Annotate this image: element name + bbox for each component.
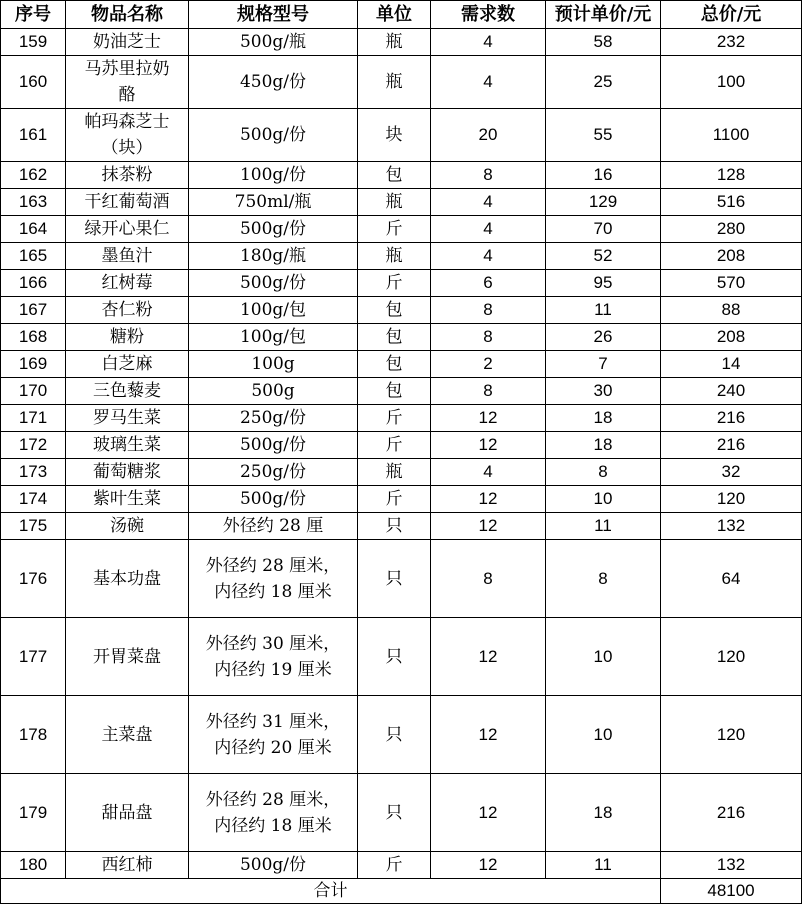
row-seq: 177 [1,618,66,696]
header-row [1,1,802,29]
header-spec: 规格型号 [189,1,358,29]
row-qty: 8 [431,540,546,618]
row-total: 120 [661,696,802,774]
row-unit-price: 7 [546,351,661,378]
row-name: 马苏里拉奶酪 [66,56,189,109]
row-total: 132 [661,513,802,540]
row-qty: 12 [431,405,546,432]
row-unit-price: 18 [546,405,661,432]
row-seq: 159 [1,29,66,56]
total-label: 合计 [1,879,661,904]
header-seq: 序号 [1,1,66,29]
row-qty: 20 [431,109,546,162]
row-unit-price: 10 [546,618,661,696]
row-unit-price: 8 [546,459,661,486]
row-name: 玻璃生菜 [66,432,189,459]
row-qty: 12 [431,774,546,852]
table-row [1,189,802,216]
row-unit-price: 58 [546,29,661,56]
row-seq: 175 [1,513,66,540]
row-name: 杏仁粉 [66,297,189,324]
row-total: 232 [661,29,802,56]
row-qty: 8 [431,324,546,351]
row-total: 280 [661,216,802,243]
row-unit-price: 18 [546,774,661,852]
table-row [1,297,802,324]
row-unit-price: 26 [546,324,661,351]
row-name: 葡萄糖浆 [66,459,189,486]
row-unit-price: 11 [546,513,661,540]
row-unit-price: 55 [546,109,661,162]
row-total: 100 [661,56,802,109]
row-qty: 4 [431,56,546,109]
row-unit: 瓶 [358,243,431,270]
row-unit-price: 10 [546,486,661,513]
row-unit: 瓶 [358,29,431,56]
row-unit-price: 11 [546,297,661,324]
row-spec: 500g/份 [189,216,358,243]
row-unit: 瓶 [358,459,431,486]
row-name: 帕玛森芝士（块） [66,109,189,162]
row-total: 216 [661,432,802,459]
row-unit-price: 129 [546,189,661,216]
row-unit-price: 11 [546,852,661,879]
row-unit: 斤 [358,432,431,459]
header-total: 总价/元 [661,1,802,29]
row-seq: 168 [1,324,66,351]
row-unit: 包 [358,351,431,378]
header-unit-price: 预计单价/元 [546,1,661,29]
table-row [1,459,802,486]
row-seq: 173 [1,459,66,486]
row-total: 32 [661,459,802,486]
row-qty: 4 [431,29,546,56]
row-spec: 100g/包 [189,297,358,324]
table-row [1,696,802,774]
row-spec: 500g/份 [189,486,358,513]
row-qty: 6 [431,270,546,297]
row-name: 开胃菜盘 [66,618,189,696]
header-qty: 需求数 [431,1,546,29]
table-row [1,243,802,270]
row-name: 绿开心果仁 [66,216,189,243]
row-name: 汤碗 [66,513,189,540]
row-total: 64 [661,540,802,618]
row-total: 216 [661,774,802,852]
row-total: 570 [661,270,802,297]
row-name: 糖粉 [66,324,189,351]
row-total: 516 [661,189,802,216]
row-spec: 180g/瓶 [189,243,358,270]
row-total: 132 [661,852,802,879]
row-qty: 12 [431,696,546,774]
row-total: 128 [661,162,802,189]
row-seq: 169 [1,351,66,378]
row-unit-price: 95 [546,270,661,297]
row-unit: 块 [358,109,431,162]
row-unit: 瓶 [358,189,431,216]
row-total: 216 [661,405,802,432]
header-unit: 单位 [358,1,431,29]
row-qty: 4 [431,189,546,216]
row-total: 14 [661,351,802,378]
row-unit: 斤 [358,852,431,879]
row-spec: 500g/份 [189,109,358,162]
row-spec: 500g/份 [189,270,358,297]
row-seq: 161 [1,109,66,162]
row-unit: 只 [358,513,431,540]
row-spec: 250g/份 [189,459,358,486]
row-unit: 只 [358,540,431,618]
row-unit-price: 18 [546,432,661,459]
row-seq: 171 [1,405,66,432]
row-unit-price: 30 [546,378,661,405]
row-unit-price: 52 [546,243,661,270]
row-seq: 176 [1,540,66,618]
row-seq: 162 [1,162,66,189]
total-row [1,879,802,904]
row-spec: 500g [189,378,358,405]
row-qty: 2 [431,351,546,378]
row-qty: 8 [431,297,546,324]
row-qty: 12 [431,432,546,459]
row-seq: 164 [1,216,66,243]
row-unit-price: 70 [546,216,661,243]
row-unit: 只 [358,696,431,774]
row-unit: 只 [358,618,431,696]
row-seq: 179 [1,774,66,852]
row-qty: 8 [431,378,546,405]
row-seq: 178 [1,696,66,774]
row-spec: 500g/份 [189,432,358,459]
row-qty: 12 [431,513,546,540]
row-name: 基本功盘 [66,540,189,618]
row-spec: 外径约 28 厘米，内径约 18 厘米 [189,774,358,852]
table-row [1,432,802,459]
row-unit-price: 10 [546,696,661,774]
table-row [1,618,802,696]
table-row [1,351,802,378]
row-spec [189,513,358,540]
row-spec: 100g/份 [189,162,358,189]
row-spec: 外径约 31 厘米，内径约 20 厘米 [189,696,358,774]
row-name: 墨鱼汁 [66,243,189,270]
row-total: 240 [661,378,802,405]
row-name: 红树莓 [66,270,189,297]
row-name: 三色藜麦 [66,378,189,405]
table-row [1,540,802,618]
row-spec: 100g/包 [189,324,358,351]
row-qty: 12 [431,852,546,879]
table-row [1,405,802,432]
table-row [1,486,802,513]
row-unit: 包 [358,378,431,405]
row-spec: 外径约 30 厘米，内径约 19 厘米 [189,618,358,696]
row-qty: 8 [431,162,546,189]
row-spec: 500g/瓶 [189,29,358,56]
row-name: 奶油芝士 [66,29,189,56]
row-qty: 12 [431,486,546,513]
table-row [1,513,802,540]
table-row [1,29,802,56]
row-unit: 斤 [358,216,431,243]
table-row [1,774,802,852]
header-name: 物品名称 [66,1,189,29]
row-unit: 包 [358,297,431,324]
row-total: 1100 [661,109,802,162]
row-unit: 斤 [358,486,431,513]
table-row [1,109,802,162]
row-total: 208 [661,243,802,270]
row-total: 208 [661,324,802,351]
row-total: 120 [661,618,802,696]
grand-total-value: 48100 [661,879,802,904]
row-name: 紫叶生菜 [66,486,189,513]
row-seq: 170 [1,378,66,405]
row-name: 白芝麻 [66,351,189,378]
table-row [1,270,802,297]
row-qty: 4 [431,243,546,270]
table-row [1,56,802,109]
row-seq: 163 [1,189,66,216]
table-row [1,162,802,189]
row-seq: 160 [1,56,66,109]
row-name: 干红葡萄酒 [66,189,189,216]
row-name: 主菜盘 [66,696,189,774]
table-row [1,324,802,351]
row-unit: 包 [358,162,431,189]
row-spec: 500g/份 [189,852,358,879]
table-row [1,378,802,405]
row-unit-price: 16 [546,162,661,189]
row-qty: 4 [431,459,546,486]
row-seq: 165 [1,243,66,270]
row-total: 120 [661,486,802,513]
row-seq: 180 [1,852,66,879]
row-qty: 12 [431,618,546,696]
table-row [1,852,802,879]
row-name: 抹茶粉 [66,162,189,189]
row-seq: 166 [1,270,66,297]
row-spec: 250g/份 [189,405,358,432]
row-seq: 172 [1,432,66,459]
row-unit-price: 8 [546,540,661,618]
row-unit: 只 [358,774,431,852]
row-seq: 167 [1,297,66,324]
row-spec: 450g/份 [189,56,358,109]
row-spec: 外径约 28 厘米，内径约 18 厘米 [189,540,358,618]
row-name: 甜品盘 [66,774,189,852]
table-row [1,216,802,243]
row-spec: 750ml/瓶 [189,189,358,216]
row-unit: 斤 [358,270,431,297]
row-name: 西红柿 [66,852,189,879]
row-seq: 174 [1,486,66,513]
row-unit-price: 25 [546,56,661,109]
row-total: 88 [661,297,802,324]
row-spec: 100g [189,351,358,378]
row-spec-text: 外径约 28 厘 [222,516,324,536]
row-unit: 瓶 [358,56,431,109]
row-name: 罗马生菜 [66,405,189,432]
row-unit: 斤 [358,405,431,432]
row-qty: 4 [431,216,546,243]
row-unit: 包 [358,324,431,351]
